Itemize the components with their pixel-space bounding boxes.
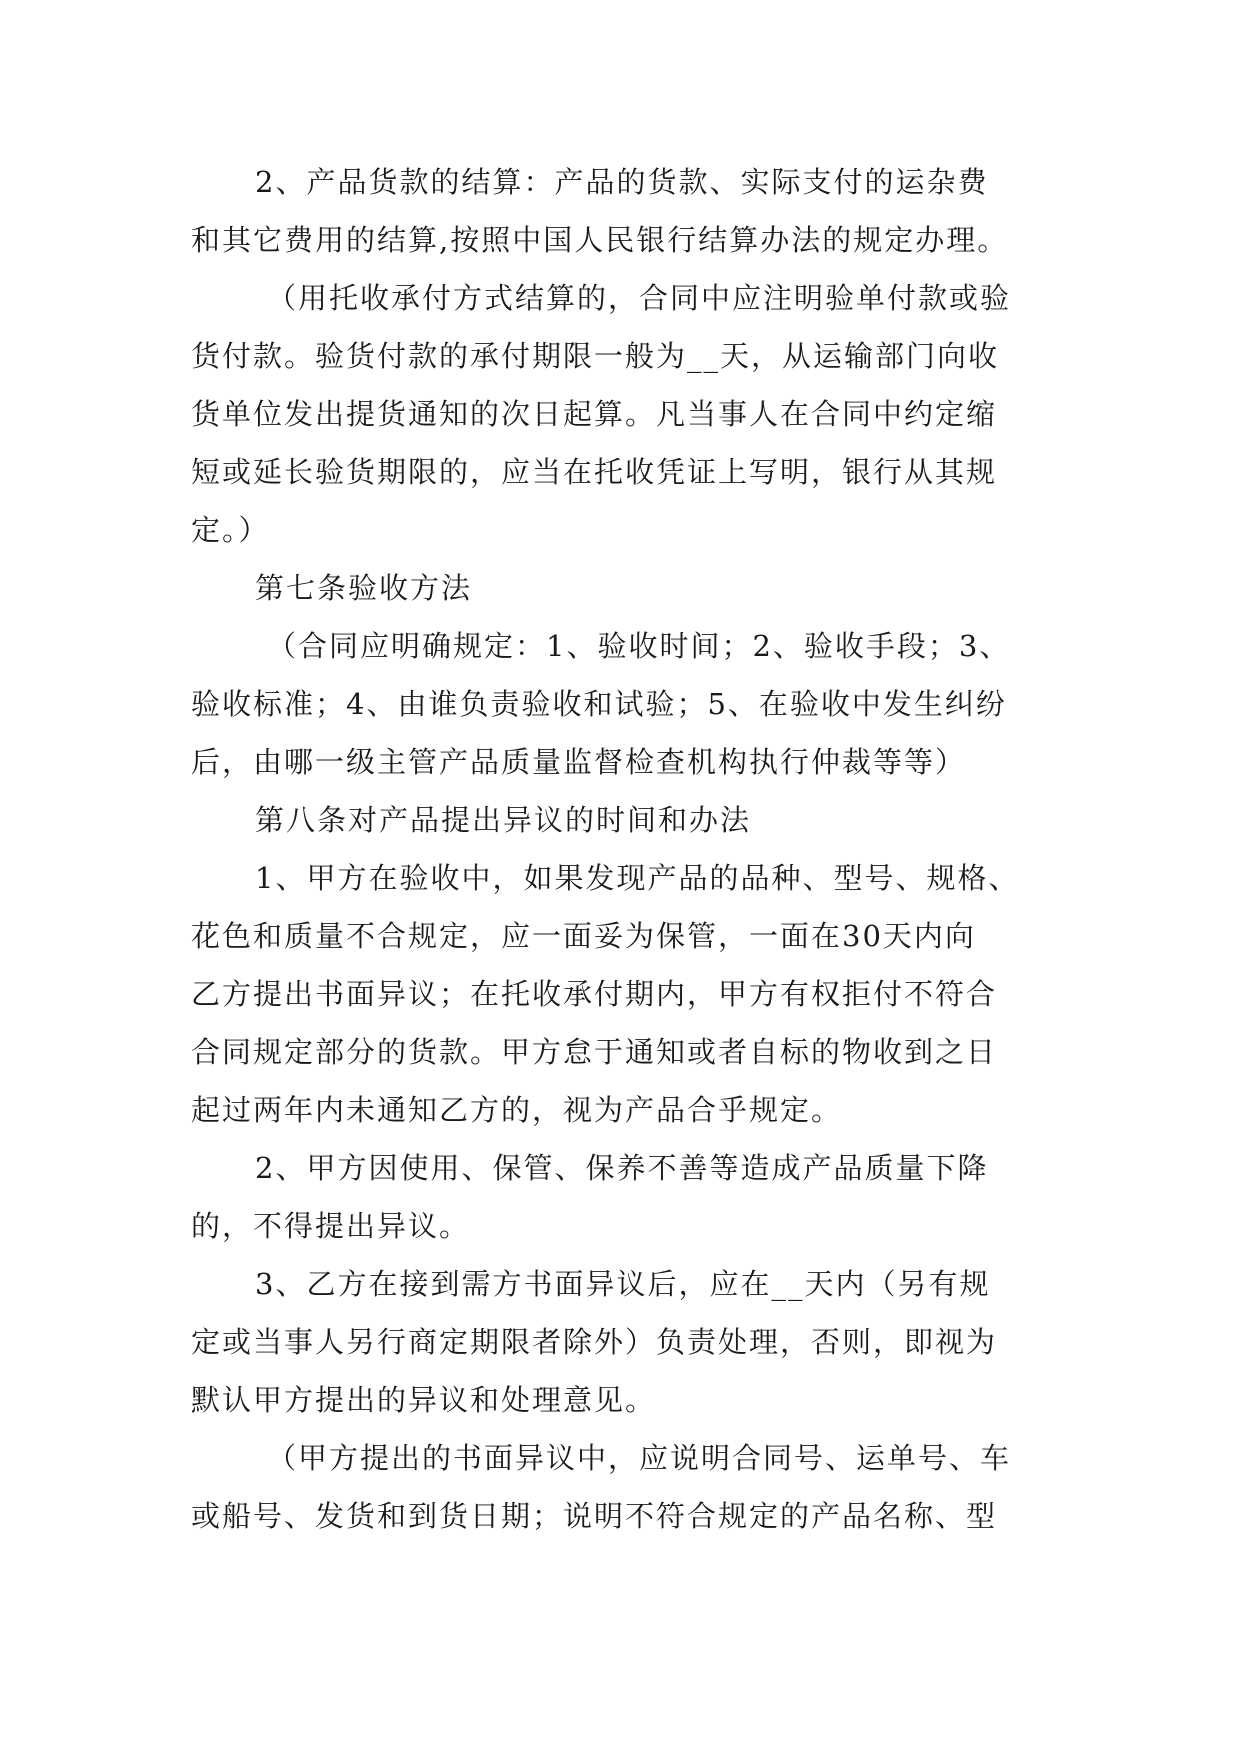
text-line: 的，不得提出异议。 bbox=[191, 1209, 471, 1243]
section-heading: 第八条对产品提出异议的时间和办法 bbox=[255, 803, 752, 837]
text-line: （甲方提出的书面异议中，应说明合同号、运单号、车 bbox=[267, 1441, 1012, 1475]
section-heading: 第七条验收方法 bbox=[255, 571, 473, 605]
text-line: 合同规定部分的货款。甲方怠于通知或者自标的物收到之日 bbox=[191, 1035, 998, 1069]
text-line: （合同应明确规定：1、验收时间；2、验收手段；3、 bbox=[267, 629, 1011, 663]
text-line: 定或当事人另行商定期限者除外）负责处理，否则，即视为 bbox=[191, 1325, 998, 1359]
text-line: 货单位发出提货通知的次日起算。凡当事人在合同中约定缩 bbox=[191, 397, 998, 431]
text-line: 和其它费用的结算,按照中国人民银行结算办法的规定办理。 bbox=[191, 223, 1009, 257]
text-line: 默认甲方提出的异议和处理意见。 bbox=[191, 1383, 657, 1417]
text-line: 2、甲方因使用、保管、保养不善等造成产品质量下降 bbox=[255, 1151, 989, 1185]
text-line: （用托收承付方式结算的，合同中应注明验单付款或验 bbox=[267, 281, 1012, 315]
text-line: 1、甲方在验收中，如果发现产品的品种、型号、规格、 bbox=[255, 861, 1020, 895]
text-line: 货付款。验货付款的承付期限一般为__天，从运输部门向收 bbox=[191, 339, 1000, 373]
document-body bbox=[191, 162, 1057, 1554]
text-line: 或船号、发货和到货日期；说明不符合规定的产品名称、型 bbox=[191, 1499, 998, 1533]
text-line: 3、乙方在接到需方书面异议后，应在__天内（另有规 bbox=[255, 1267, 991, 1301]
text-line: 起过两年内未通知乙方的，视为产品合乎规定。 bbox=[191, 1093, 843, 1127]
text-line: 乙方提出书面异议；在托收承付期内，甲方有权拒付不符合 bbox=[191, 977, 998, 1011]
text-line: 短或延长验货期限的，应当在托收凭证上写明，银行从其规 bbox=[191, 455, 998, 489]
text-line: 验收标准；4、由谁负责验收和试验；5、在验收中发生纠纷 bbox=[191, 687, 1007, 721]
text-line: 2、产品货款的结算：产品的货款、实际支付的运杂费 bbox=[255, 165, 989, 199]
text-line: 后，由哪一级主管产品质量监督检查机构执行仲裁等等） bbox=[191, 745, 967, 779]
text-line: 定。） bbox=[191, 513, 270, 547]
text-line: 花色和质量不合规定，应一面妥为保管，一面在30天内向 bbox=[191, 919, 976, 953]
